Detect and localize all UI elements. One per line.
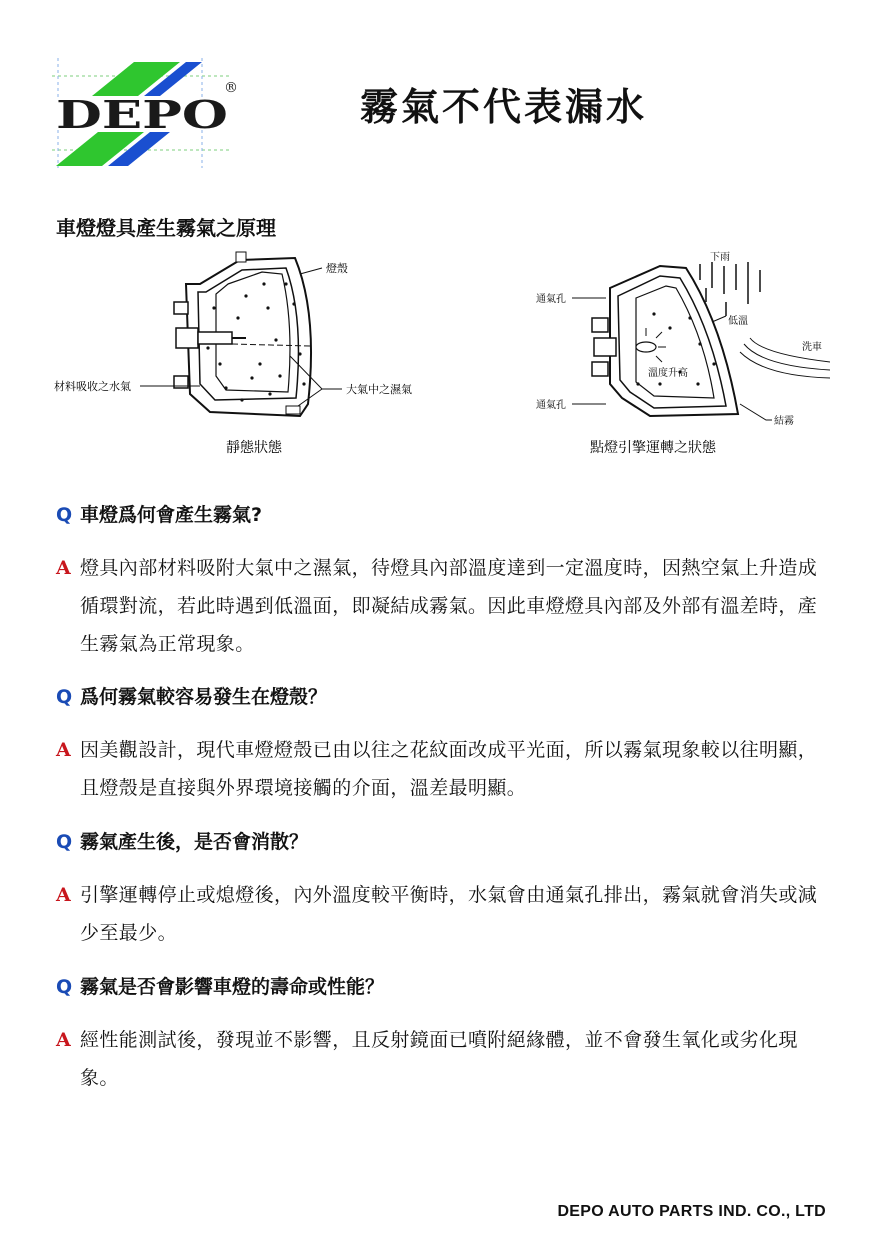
svg-text:溫度升高: 溫度升高	[648, 368, 688, 379]
qa-item-2	[56, 682, 826, 807]
question-text: 車燈爲何會產生霧氣?	[80, 504, 263, 526]
svg-text:點燈引擎運轉之狀態: 點燈引擎運轉之狀態	[590, 440, 716, 456]
svg-text:低溫: 低溫	[728, 316, 748, 327]
q-marker: Q	[56, 504, 73, 526]
a-marker: A	[56, 884, 71, 906]
qa-item-3	[56, 827, 826, 952]
svg-text:大氣中之濕氣: 大氣中之濕氣	[346, 383, 412, 396]
principle-heading: 車燈燈具產生霧氣之原理	[56, 216, 276, 240]
svg-text:結霧: 結霧	[774, 416, 794, 427]
answer-text: 燈具內部材料吸附大氣中之濕氣，待燈具內部溫度達到一定溫度時，因熱空氣上升造成循環對流，若此時遇到低溫面，即凝結成霧氣。因此車燈燈具內部及外部有溫差時，產生霧氣為正常現象。	[80, 557, 818, 655]
question-text: 霧氣是否會影響車燈的壽命或性能？	[80, 976, 385, 998]
q-marker: Q	[56, 831, 73, 853]
depo-logo	[52, 58, 242, 168]
a-marker: A	[56, 557, 71, 579]
qa-item-4	[56, 972, 826, 1097]
page-title: 霧氣不代表漏水	[360, 84, 648, 129]
a-marker: A	[56, 739, 71, 761]
answer-text: 經性能測試後，發現並不影響，且反射鏡面已噴附絕緣體，並不會發生氧化或劣化現象。	[80, 1029, 798, 1089]
answer-text: 因美觀設計，現代車燈燈殼已由以往之花紋面改成平光面，所以霧氣現象較以往明顯，且燈殼是直接與外界環境接觸的介面，溫差最明顯。	[80, 739, 818, 799]
fog-principle-diagrams	[50, 244, 830, 474]
svg-text:材料吸收之水氣: 材料吸收之水氣	[54, 380, 131, 393]
operating-lamp-diagram	[536, 251, 830, 456]
q-marker: Q	[56, 976, 73, 998]
svg-text:下雨: 下雨	[710, 252, 730, 263]
svg-text:靜態狀態: 靜態狀態	[226, 440, 282, 456]
svg-text:DEPO: DEPO	[56, 92, 228, 137]
qa-item-1	[56, 500, 826, 663]
question-text: 爲何霧氣較容易發生在燈殼？	[80, 686, 328, 708]
svg-text:洗車: 洗車	[802, 342, 822, 353]
static-lamp-diagram	[54, 252, 412, 456]
company-footer: DEPO AUTO PARTS IND. CO., LTD	[557, 1203, 826, 1220]
answer-text: 引擎運轉停止或熄燈後，內外溫度較平衡時，水氣會由通氣孔排出，霧氣就會消失或減少至最少。	[80, 884, 818, 944]
svg-text:通氣孔: 通氣孔	[536, 294, 566, 305]
question-text: 霧氣產生後，是否會消散？	[80, 831, 309, 853]
svg-text:®: ®	[224, 80, 238, 96]
q-marker: Q	[56, 686, 73, 708]
svg-text:燈殼: 燈殼	[326, 262, 348, 275]
svg-text:通氣孔: 通氣孔	[536, 400, 566, 411]
a-marker: A	[56, 1029, 71, 1051]
